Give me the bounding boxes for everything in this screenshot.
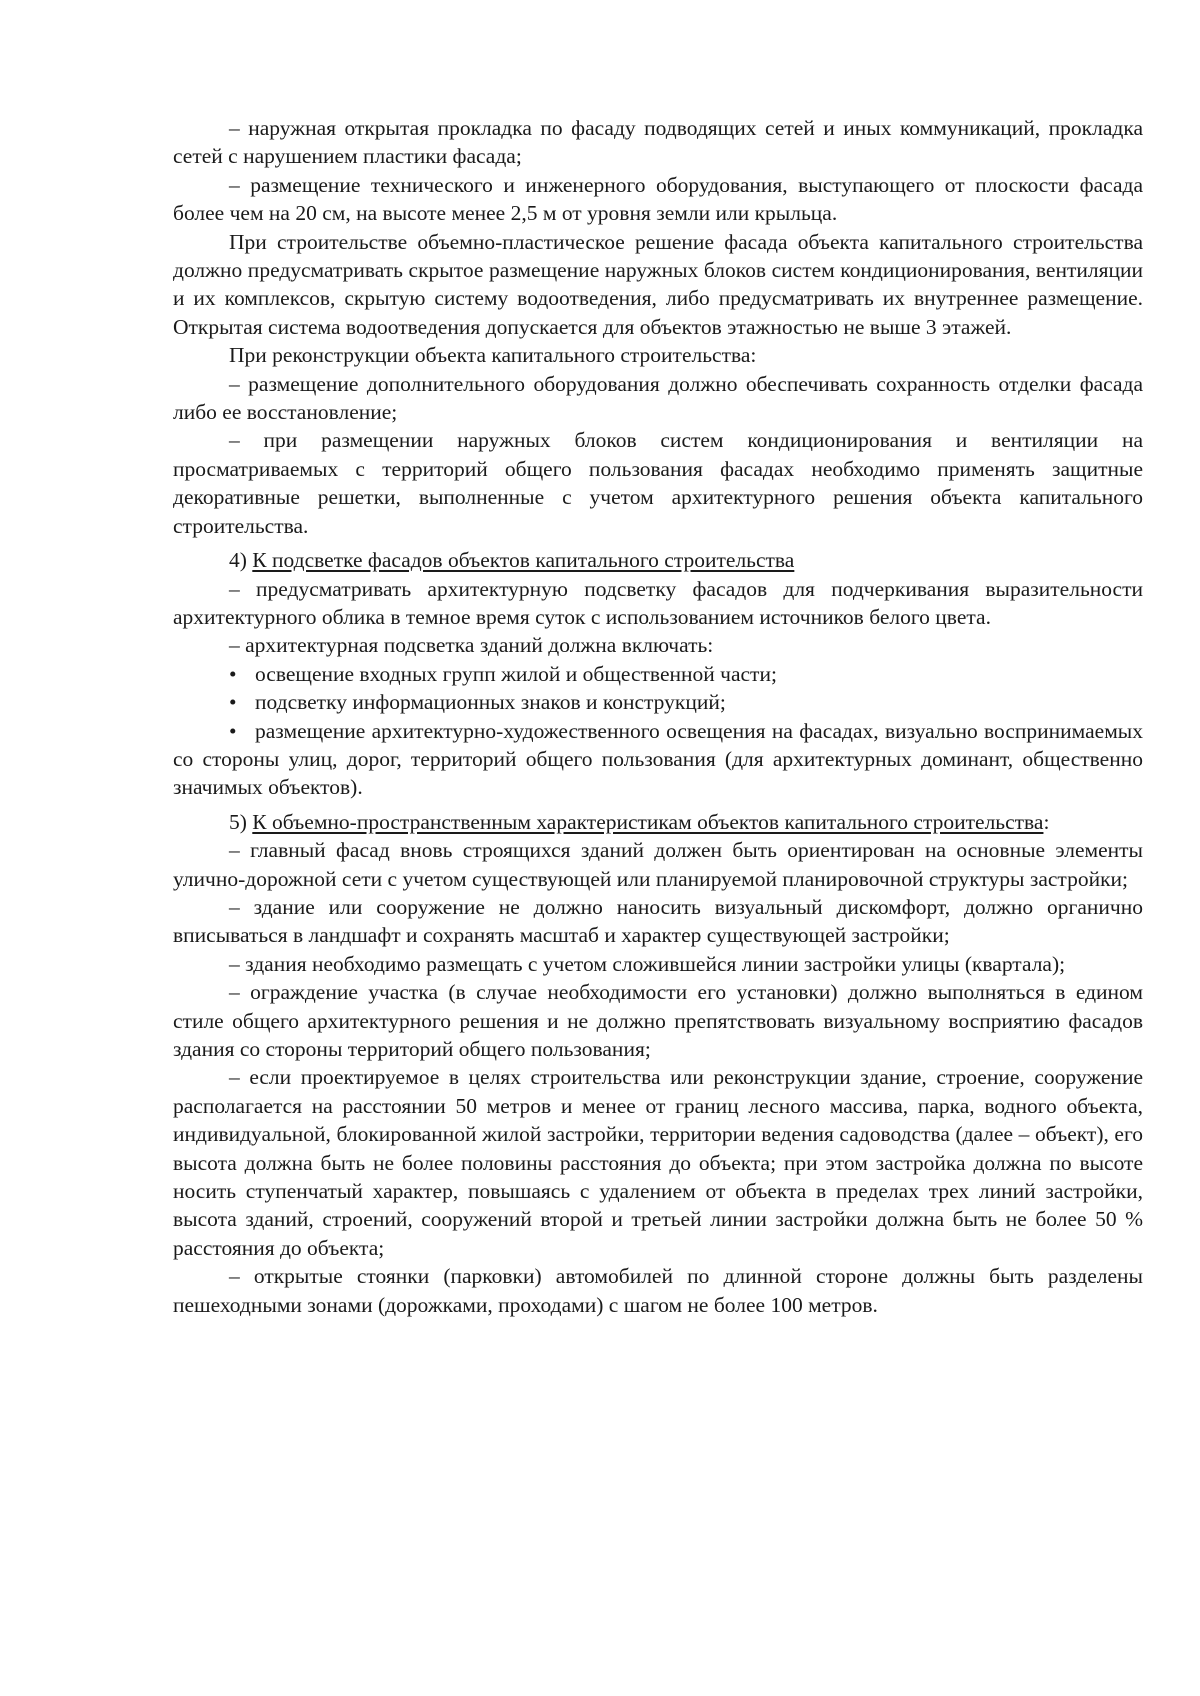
- bullet-icon: •: [229, 718, 237, 743]
- bullet-text: размещение архитектурно-художественного освещения на фасадах, визуально воспринимаемых со стороны улиц, дорог, территорий общего пользования (для архитектурных доминант, общественно значимых объектов).: [173, 718, 1143, 800]
- section-heading-5: [173, 808, 1143, 836]
- paragraph: – здание или сооружение не должно наносить визуальный дискомфорт, должно органично вписываться в ландшафт и сохранять масштаб и характер существующей застройки;: [173, 894, 1143, 948]
- paragraph: – открытые стоянки (парковки) автомобилей по длинной стороне должны быть разделены пешеходными зонами (дорожками, проходами) с шагом не более 100 метров.: [173, 1264, 1143, 1317]
- paragraph: – размещение дополнительного оборудования должно обеспечивать сохранность отделки фасада либо ее восстановление;: [173, 371, 1143, 425]
- section-number: 5): [229, 809, 247, 834]
- bullet-icon: •: [229, 690, 237, 715]
- bullet-item: [173, 717, 1143, 802]
- paragraph: – здания необходимо размещать с учетом сложившейся линии застройки улицы (квартала);: [229, 951, 1066, 976]
- section-title: К подсветке фасадов объектов капитального строительства: [252, 548, 795, 573]
- paragraph: При строительстве объемно-пластическое решение фасада объекта капитального строительства должно предусматривать скрытое размещение наружных блоков систем кондиционирования, вентиляции и их комплексов, скрытую систему водоотведения, либо предусматривать их внутреннее размещение. Открытая система водоотведения допускается для объектов этажностью не выше 3 этажей.: [173, 229, 1143, 339]
- bullet-icon: •: [229, 661, 237, 686]
- paragraph: – размещение технического и инженерного оборудования, выступающего от плоскости фасада более чем на 20 см, на высоте менее 2,5 м от уровня земли или крыльца.: [173, 172, 1143, 226]
- bullet-text: подсветку информационных знаков и конструкций;: [255, 690, 726, 715]
- paragraph: – если проектируемое в целях строительства или реконструкции здание, строение, сооружение располагается на расстоянии 50 метров и менее от границ лесного массива, парка, водного объекта, индивидуальной, блокированной жилой застройки, территории ведения садоводства (далее – объект), его высота должна быть не более половины расстояния до объекта; при этом застройка должна по высоте носить ступенчатый характер, повышаясь с удалением от объекта в пределах трех линий застройки, высота зданий, строений, сооружений второй и третьей линии застройки должна быть не более 50 % расстояния до объекта;: [173, 1065, 1143, 1260]
- section-title: К объемно-пространственным характеристикам объектов капитального строительства: [252, 809, 1044, 834]
- bullet-text: освещение входных групп жилой и общественной части;: [255, 661, 777, 686]
- document-page: [173, 114, 1143, 1319]
- paragraph: – главный фасад вновь строящихся зданий должен быть ориентирован на основные элементы улично-дорожной сети с учетом существующей или планируемой планировочной структуры застройки;: [173, 838, 1143, 891]
- section-number: 4): [229, 548, 247, 573]
- paragraph: – ограждение участка (в случае необходимости его установки) должно выполняться в едином стиле общего архитектурного решения и не должно препятствовать визуальному восприятию фасадов здания со стороны территорий общего пользования;: [173, 980, 1143, 1061]
- bullet-item: [173, 688, 1143, 716]
- paragraph: – наружная открытая прокладка по фасаду подводящих сетей и иных коммуникаций, прокладка сетей с нарушением пластики фасада;: [173, 116, 1143, 169]
- paragraph: – при размещении наружных блоков систем кондиционирования и вентиляции на просматриваемых с территорий общего пользования фасадах необходимо применять защитные декоративные решетки, выполненные с учетом архитектурного решения объекта капитального строительства.: [173, 428, 1143, 538]
- paragraph: – архитектурная подсветка зданий должна включать:: [229, 633, 714, 658]
- section-title-suffix: :: [1043, 809, 1050, 834]
- paragraph: – предусматривать архитектурную подсветку фасадов для подчеркивания выразительности архитектурного облика в темное время суток с использованием источников белого цвета.: [173, 576, 1143, 629]
- paragraph: При реконструкции объекта капитального строительства:: [229, 343, 757, 368]
- section-heading-4: [173, 546, 1143, 574]
- bullet-item: [173, 660, 1143, 688]
